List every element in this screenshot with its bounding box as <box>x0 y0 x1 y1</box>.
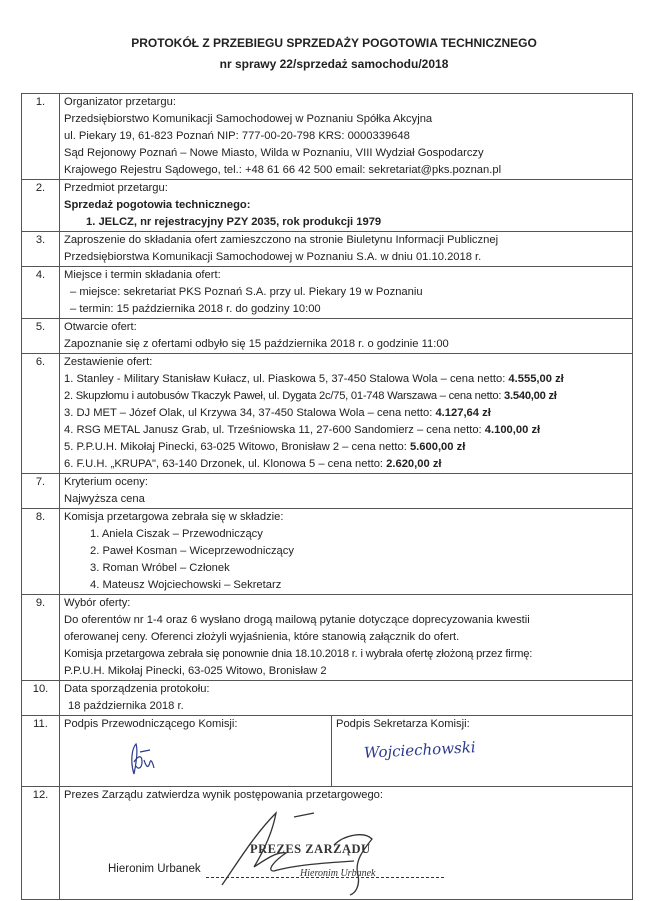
row-label: Prezes Zarządu zatwierdza wynik postępowania przetargowego: <box>64 789 384 801</box>
row-number: 9. <box>22 595 60 681</box>
row-number: 4. <box>22 267 60 319</box>
chair-signature-cell <box>60 716 332 786</box>
row-place-deadline <box>22 267 633 319</box>
row-committee <box>22 509 633 595</box>
offer-price: 4.127,64 zł <box>435 407 491 419</box>
offer-text: 3. DJ MET – Józef Olak, ul Krzywa 34, 37-450 Stalowa Wola – cena netto: <box>64 407 436 419</box>
row-content <box>60 595 633 681</box>
offer-text: 1. Stanley - Military Stanisław Kułacz, ul. Piaskowa 5, 37-450 Stalowa Wola – cena netto: <box>64 373 509 385</box>
committee-member: 3. Roman Wróbel – Członek <box>90 562 230 574</box>
offer-text: 5. P.P.U.H. Mikołaj Pinecki, 63-025 Witowo, Bronisław 2 – cena netto: <box>64 441 410 453</box>
row-number: 2. <box>22 180 60 232</box>
row-label: Wybór oferty: <box>64 597 131 609</box>
row-number: 12. <box>22 787 60 900</box>
row-subject <box>22 180 633 232</box>
chair-signature <box>120 740 170 780</box>
offer-text: 4. RSG METAL Janusz Grab, ul. Trześniowska 11, 27-600 Sandomierz – cena netto: <box>64 424 485 436</box>
row-number: 10. <box>22 681 60 716</box>
offer-item <box>64 456 628 473</box>
row-content <box>60 180 633 232</box>
secretary-signature: Wojciechowski <box>363 738 477 762</box>
row-label: Kryterium oceny: <box>64 476 148 488</box>
offer-item <box>64 371 628 388</box>
row-number: 6. <box>22 354 60 474</box>
offer-price: 4.555,00 zł <box>508 373 564 385</box>
subject-item: 1. JELCZ, nr rejestracyjny PZY 2035, rok produkcji 1979 <box>86 216 382 228</box>
row-approval <box>22 787 633 900</box>
offer-price: 4.100,00 zł <box>484 424 541 436</box>
row-content <box>60 716 633 787</box>
place-line: – miejsce: sekretariat PKS Poznań S.A. przy ul. Piekary 19 w Poznaniu <box>70 286 423 298</box>
row-content <box>60 319 633 354</box>
row-date <box>22 681 633 716</box>
offer-price: 5.600,00 zł <box>409 441 466 453</box>
row-label: Data sporządzenia protokołu: <box>64 683 210 695</box>
secretary-signature-label: Podpis Sekretarza Komisji: <box>336 718 470 730</box>
row-content <box>60 787 633 900</box>
opening-text: Zapoznanie się z ofertami odbyło się 15 października 2018 r. o godzinie 11:00 <box>64 338 449 350</box>
committee-member: 1. Aniela Ciszak – Przewodniczący <box>90 528 263 540</box>
row-content <box>60 474 633 509</box>
stamp-name: Hieronim Urbanek <box>300 868 376 879</box>
subject-title: Sprzedaż pogotowia technicznego: <box>64 199 251 211</box>
offer-text: 2. Skupzłomu i autobusów Tkaczyk Paweł, ul. Dygata 2c/75, 01-748 Warszawa – cena netto: <box>64 390 505 402</box>
row-invitation <box>22 232 633 267</box>
case-number: nr sprawy 22/sprzedaż samochodu/2018 <box>219 57 449 71</box>
row-content <box>60 681 633 716</box>
row-label: Organizator przetargu: <box>64 96 176 108</box>
offer-text: 6. F.U.H. „KRUPA", 63-140 Drzonek, ul. Klonowa 5 – cena netto: <box>64 458 387 470</box>
row-content <box>60 94 633 180</box>
president-name: Hieronim Urbanek <box>108 863 201 875</box>
secretary-signature-cell <box>332 716 632 786</box>
row-content <box>60 509 633 595</box>
document-title: PROTOKÓŁ Z PRZEBIEGU SPRZEDAŻY POGOTOWIA TECHNICZNEGO <box>131 36 537 50</box>
row-number: 3. <box>22 232 60 267</box>
row-offers <box>22 354 633 474</box>
signature-split <box>60 716 632 786</box>
committee-member: 4. Mateusz Wojciechowski – Sekretarz <box>90 579 282 591</box>
row-organizer <box>22 94 633 180</box>
row-number: 1. <box>22 94 60 180</box>
organizer-line: Przedsiębiorstwo Komunikacji Samochodowej w Poznaniu Spółka Akcyjna <box>64 113 433 125</box>
row-content <box>60 232 633 267</box>
committee-member: 2. Paweł Kosman – Wiceprzewodniczący <box>90 545 294 557</box>
selection-line: Do oferentów nr 1-4 oraz 6 wysłano drogą mailową pytanie dotyczące doprecyzowania kwestii <box>64 614 530 626</box>
row-content <box>60 354 633 474</box>
row-content <box>60 267 633 319</box>
chair-signature-label: Podpis Przewodniczącego Komisji: <box>64 718 238 730</box>
criterion-text: Najwyższa cena <box>64 493 145 505</box>
row-number: 5. <box>22 319 60 354</box>
row-label: Komisja przetargowa zebrała się w składzie: <box>64 511 284 523</box>
row-criterion <box>22 474 633 509</box>
row-selection <box>22 595 633 681</box>
row-number: 7. <box>22 474 60 509</box>
invitation-line: Przedsiębiorstwa Komunikacji Samochodowej w Poznaniu S.A. w dniu 01.10.2018 r. <box>64 251 482 263</box>
protocol-date: 18 października 2018 r. <box>68 700 184 712</box>
organizer-line: ul. Piekary 19, 61-823 Poznań NIP: 777-00-20-798 KRS: 0000339648 <box>64 130 410 142</box>
row-number: 8. <box>22 509 60 595</box>
row-label: Przedmiot przetargu: <box>64 182 168 194</box>
offer-item <box>64 422 628 439</box>
row-number: 11. <box>22 716 60 787</box>
offer-item <box>64 439 628 456</box>
selection-line: P.P.U.H. Mikołaj Pinecki, 63-025 Witowo, Bronisław 2 <box>64 665 327 677</box>
offer-price: 2.620,00 zł <box>386 458 442 470</box>
selection-line: oferowanej ceny. Oferenci złożyli wyjaśnienia, które stanowią załącznik do ofert. <box>64 631 460 643</box>
row-label: Zestawienie ofert: <box>64 356 153 368</box>
offer-item <box>64 388 628 405</box>
president-signature <box>214 805 384 897</box>
invitation-line: Zaproszenie do składania ofert zamieszczono na stronie Biuletynu Informacji Publicznej <box>64 234 499 246</box>
row-opening <box>22 319 633 354</box>
approval-area <box>64 787 628 899</box>
organizer-line: Sąd Rejonowy Poznań – Nowe Miasto, Wilda w Poznaniu, VIII Wydział Gospodarczy <box>64 147 484 159</box>
row-label: Otwarcie ofert: <box>64 321 137 333</box>
organizer-line: Krajowego Rejestru Sądowego, tel.: +48 61 66 42 500 email: sekretariat@pks.poznan.pl <box>64 164 502 176</box>
row-signatures <box>22 716 633 787</box>
offer-price: 3.540,00 zł <box>504 390 557 402</box>
stamp-title: PREZES ZARZĄDU <box>250 842 371 856</box>
row-label: Miejsce i termin składania ofert: <box>64 269 221 281</box>
selection-line: Komisja przetargowa zebrała się ponownie dnia 18.10.2018 r. i wybrała ofertę złożoną przez firmę: <box>64 648 533 660</box>
offer-item <box>64 405 628 422</box>
deadline-line: – termin: 15 października 2018 r. do godziny 10:00 <box>70 303 321 315</box>
protocol-table <box>21 93 633 900</box>
